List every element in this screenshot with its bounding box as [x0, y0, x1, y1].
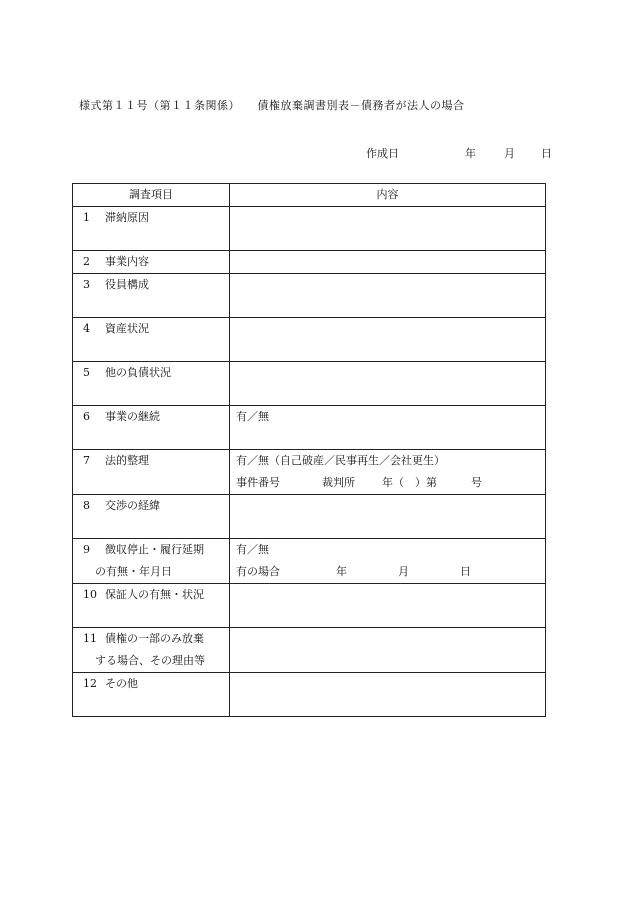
content-field[interactable] — [230, 406, 546, 450]
table-row — [73, 207, 546, 251]
item-label: 事業の継続 — [105, 410, 160, 423]
item-label: 交渉の経緯 — [105, 499, 160, 512]
content-field[interactable] — [230, 584, 546, 628]
item-label: 保証人の有無・状況 — [105, 588, 204, 601]
suspension-choice: 有／無 — [236, 543, 269, 556]
item-number: 3 — [83, 278, 90, 291]
item-number: 8 — [83, 499, 90, 512]
content-field[interactable] — [230, 207, 546, 251]
item-cell — [73, 362, 230, 406]
table-row — [73, 274, 546, 318]
table-row — [73, 362, 546, 406]
case-year-label: 年（ ）第 — [382, 476, 437, 489]
item-label: 事業内容 — [105, 255, 149, 268]
item-cell — [73, 539, 230, 584]
table-row — [73, 450, 546, 495]
survey-table — [72, 183, 546, 717]
header-content: 内容 — [230, 184, 546, 207]
case-number-line — [236, 472, 545, 494]
item-label-continued: する場合、その理由等 — [95, 654, 205, 667]
table-row — [73, 673, 546, 717]
content-field[interactable] — [230, 673, 546, 717]
table-row — [73, 495, 546, 539]
item-number: 7 — [83, 454, 90, 467]
business-continuation-choice: 有／無 — [236, 410, 269, 423]
item-cell — [73, 673, 230, 717]
item-number: 11 — [83, 632, 97, 645]
content-field[interactable] — [230, 539, 546, 584]
legal-proceeding-choice: 有／無（自己破産／民事再生／会社更生） — [236, 454, 445, 467]
table-row — [73, 318, 546, 362]
content-field[interactable] — [230, 318, 546, 362]
item-number: 1 — [83, 211, 90, 224]
content-field[interactable] — [230, 362, 546, 406]
item-cell — [73, 628, 230, 673]
item-number: 10 — [83, 588, 97, 601]
created-month-label: 月 — [504, 147, 515, 160]
table-header-row — [73, 184, 546, 207]
content-field[interactable] — [230, 251, 546, 274]
item-label: 他の負債状況 — [105, 366, 171, 379]
item-cell — [73, 450, 230, 495]
item-label-continued: の有無・年月日 — [95, 565, 172, 578]
item-number: 9 — [83, 543, 90, 556]
item-cell — [73, 584, 230, 628]
item-cell — [73, 318, 230, 362]
item-cell — [73, 251, 230, 274]
suspension-year-label: 年 — [336, 565, 347, 578]
item-cell — [73, 207, 230, 251]
if-yes-label: 有の場合 — [236, 565, 280, 578]
item-number: 12 — [83, 677, 97, 690]
item-label: 役員構成 — [105, 278, 149, 291]
content-field[interactable] — [230, 628, 546, 673]
suspension-month-label: 月 — [398, 565, 409, 578]
table-row — [73, 406, 546, 450]
item-label: 資産状況 — [105, 322, 149, 335]
table-row — [73, 628, 546, 673]
suspension-date-line — [236, 561, 545, 583]
item-cell — [73, 495, 230, 539]
item-cell — [73, 274, 230, 318]
item-label: その他 — [105, 677, 138, 690]
created-date-label: 作成日 — [366, 147, 399, 160]
suspension-day-label: 日 — [460, 565, 471, 578]
content-field[interactable] — [230, 495, 546, 539]
item-number: 5 — [83, 366, 90, 379]
table-row — [73, 539, 546, 584]
court-label: 裁判所 — [322, 476, 355, 489]
table-row — [73, 584, 546, 628]
item-label: 債権の一部のみ放棄 — [105, 632, 204, 645]
table-row — [73, 251, 546, 274]
created-year-label: 年 — [465, 147, 476, 160]
item-label: 滞納原因 — [105, 211, 149, 224]
item-label: 法的整理 — [105, 454, 149, 467]
item-number: 2 — [83, 255, 90, 268]
case-number-suffix: 号 — [471, 476, 482, 489]
created-day-label: 日 — [541, 147, 552, 160]
form-title: 様式第１１号（第１１条関係） 債権放棄調書別表－債務者が法人の場合 — [79, 99, 465, 112]
content-field[interactable] — [230, 450, 546, 495]
header-survey-item: 調査項目 — [73, 184, 230, 207]
item-number: 6 — [83, 410, 90, 423]
item-cell — [73, 406, 230, 450]
content-field[interactable] — [230, 274, 546, 318]
item-number: 4 — [83, 322, 90, 335]
case-number-label: 事件番号 — [236, 476, 280, 489]
item-label: 徴収停止・履行延期 — [105, 543, 204, 556]
